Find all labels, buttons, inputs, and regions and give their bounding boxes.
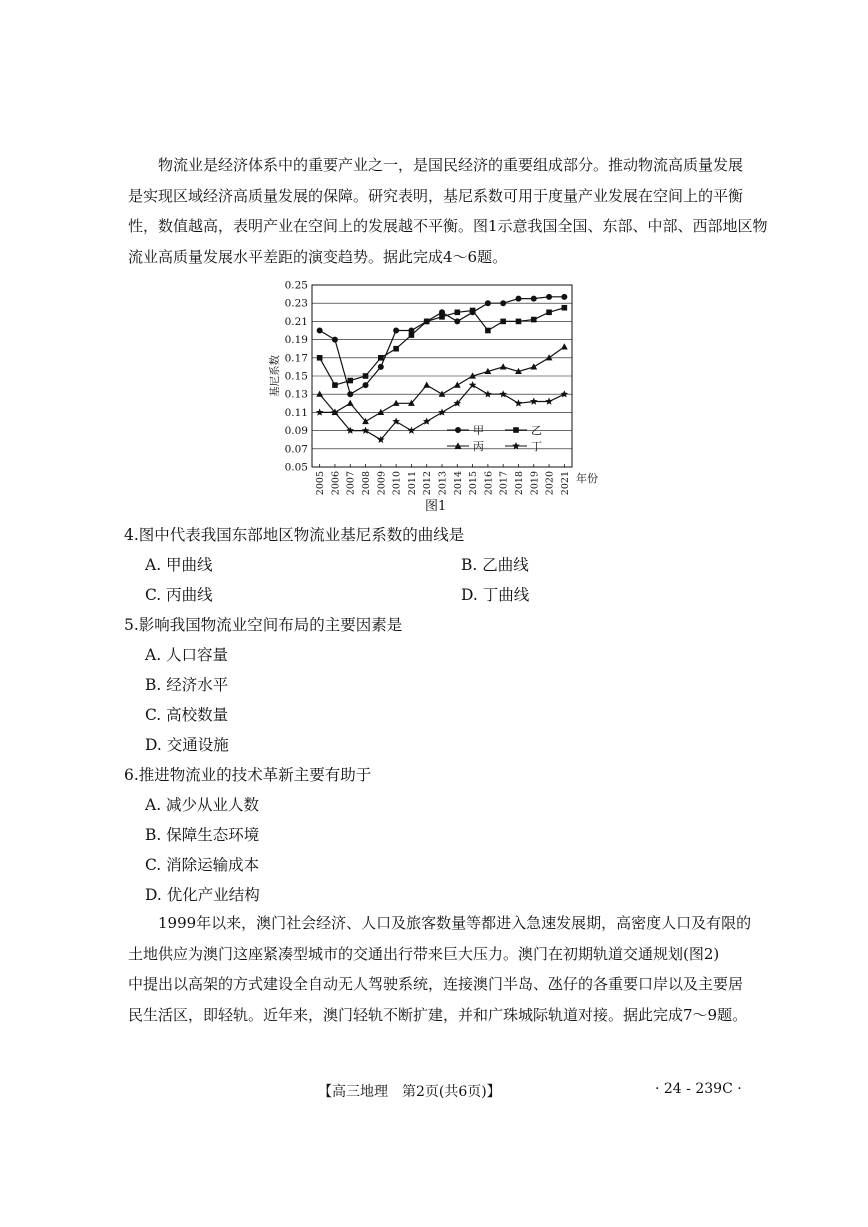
- page-footer-label: 【高三地理 第2页(共6页)】: [318, 1084, 501, 1100]
- data-point: [470, 308, 476, 314]
- data-point: [561, 343, 568, 349]
- data-point: [439, 391, 446, 397]
- data-point: [485, 328, 491, 334]
- data-point: [500, 300, 506, 306]
- x-tick-label: 2018: [513, 471, 525, 495]
- data-point: [347, 400, 354, 406]
- x-tick-label: 2017: [498, 471, 510, 495]
- data-point: [515, 399, 523, 406]
- data-point: [561, 390, 569, 397]
- data-point: [545, 397, 553, 404]
- x-tick-label: 2012: [422, 471, 434, 495]
- data-point: [378, 355, 384, 361]
- passage-line: 1999年以来，澳门社会经济、人口及旅客数量等都进入急速发展期，高密度人口及有限的: [158, 914, 752, 932]
- legend-marker: [455, 427, 461, 433]
- data-point: [561, 294, 567, 300]
- question-5-option-d[interactable]: D. 交通设施: [145, 736, 229, 754]
- data-point: [546, 354, 553, 360]
- data-point: [347, 391, 353, 397]
- data-point: [516, 319, 522, 325]
- data-point: [393, 328, 399, 334]
- data-point: [424, 319, 430, 325]
- data-point: [485, 300, 491, 306]
- data-point: [531, 317, 537, 323]
- data-point: [317, 355, 323, 361]
- passage-line: 中提出以高架的方式建设全自动无人驾驶系统，连接澳门半岛、氹仔的各重要口岸以及主要居: [128, 975, 744, 993]
- legend-marker: [512, 442, 520, 449]
- data-point: [530, 363, 537, 369]
- data-point: [515, 296, 521, 302]
- passage-line: 物流业是经济体系中的重要产业之一，是国民经济的重要组成部分。推动物流高质量发展: [158, 156, 744, 174]
- data-point: [408, 427, 416, 434]
- passage-line: 民生活区，即轻轨。近年来，澳门轻轨不断扩建，并和广珠城际轨道对接。据此完成7～9题。: [128, 1005, 748, 1024]
- data-point: [500, 319, 506, 325]
- y-tick-label: 0.21: [284, 315, 308, 328]
- x-tick-label: 2008: [361, 471, 373, 495]
- x-tick-label: 2019: [529, 471, 541, 495]
- data-point: [454, 310, 460, 316]
- y-tick-label: 0.17: [284, 352, 308, 365]
- question-4-option-b[interactable]: B. 乙曲线: [461, 556, 529, 574]
- data-point: [454, 382, 461, 388]
- data-point: [454, 318, 460, 324]
- x-tick-label: 2005: [315, 471, 327, 495]
- data-point: [316, 408, 324, 415]
- x-tick-label: 2009: [376, 471, 388, 495]
- data-point: [530, 397, 538, 404]
- data-point: [316, 391, 323, 397]
- data-point: [562, 305, 568, 311]
- gini-line-chart: [262, 280, 622, 495]
- x-tick-label: 2013: [437, 471, 449, 495]
- question-4-option-a[interactable]: A. 甲曲线: [145, 556, 213, 574]
- y-tick-label: 0.23: [284, 297, 308, 310]
- x-tick-label: 2007: [345, 471, 357, 495]
- y-tick-label: 0.15: [284, 370, 308, 383]
- question-6-option-a[interactable]: A. 减少从业人数: [145, 796, 260, 814]
- y-tick-label: 0.09: [284, 425, 308, 438]
- data-point: [363, 373, 369, 379]
- data-point: [332, 382, 338, 388]
- question-4-option-c[interactable]: C. 丙曲线: [145, 586, 213, 604]
- data-point: [531, 296, 537, 302]
- question-6-option-c[interactable]: C. 消除运输成本: [145, 856, 260, 874]
- data-point: [332, 337, 338, 343]
- data-point: [423, 382, 430, 388]
- passage-1: [128, 150, 768, 272]
- question-5-option-a[interactable]: A. 人口容量: [145, 646, 229, 664]
- y-axis-label: 基尼系数: [269, 355, 281, 397]
- y-tick-label: 0.13: [284, 388, 308, 401]
- passage-line: 是实现区域经济高质量发展的保障。研究表明，基尼系数可用于度量产业发展在空间上的平衡: [128, 186, 744, 205]
- x-tick-label: 2006: [330, 471, 342, 495]
- question-5-option-b[interactable]: B. 经济水平: [145, 676, 229, 694]
- question-6-option-b[interactable]: B. 保障生态环境: [145, 826, 260, 844]
- x-tick-label: 2010: [391, 471, 403, 495]
- passage-line: 流业高质量发展水平差距的演变趋势。据此完成4～6题。: [128, 247, 508, 266]
- y-tick-label: 0.11: [284, 406, 308, 419]
- page-footer-code: · 24 - 239C ·: [655, 1081, 742, 1097]
- x-tick-label: 2020: [544, 471, 556, 495]
- data-point: [378, 364, 384, 370]
- x-tick-label: 2016: [483, 471, 495, 495]
- x-tick-label: 2011: [406, 471, 418, 495]
- x-tick-label: 2021: [559, 471, 571, 495]
- data-point: [546, 294, 552, 300]
- y-tick-label: 0.25: [284, 280, 308, 292]
- data-point: [393, 346, 399, 352]
- legend-label: 丁: [531, 440, 542, 453]
- data-point: [377, 409, 384, 415]
- x-axis-label: 年份: [576, 472, 598, 485]
- legend-label: 丙: [473, 440, 484, 453]
- data-point: [546, 310, 552, 316]
- data-point: [500, 363, 507, 369]
- question-6-stem: 6.推进物流业的技术革新主要有助于: [124, 766, 372, 784]
- question-6-option-d[interactable]: D. 优化产业结构: [145, 886, 260, 904]
- question-5-stem: 5.影响我国物流业空间布局的主要因素是: [124, 616, 403, 634]
- data-point: [317, 328, 323, 334]
- question-4-option-d[interactable]: D. 丁曲线: [461, 586, 530, 604]
- data-point: [484, 390, 492, 397]
- legend-marker: [513, 427, 519, 433]
- question-4-stem: 4.图中代表我国东部地区物流业基尼系数的曲线是: [124, 526, 465, 544]
- y-tick-label: 0.19: [284, 334, 308, 347]
- question-5-option-c[interactable]: C. 高校数量: [145, 706, 229, 724]
- x-tick-label: 2015: [468, 471, 480, 495]
- legend-label: 甲: [473, 424, 484, 437]
- passage-2: [128, 908, 752, 1030]
- y-tick-label: 0.07: [284, 443, 308, 456]
- data-point: [409, 332, 415, 338]
- x-tick-label: 2014: [452, 471, 464, 495]
- data-point: [363, 382, 369, 388]
- passage-line: 土地供应为澳门这座紧凑型城市的交通出行带来巨大压力。澳门在初期轨道交通规划(图2): [128, 944, 720, 963]
- data-point: [439, 314, 445, 320]
- y-tick-label: 0.05: [284, 461, 308, 474]
- figure-caption: 图1: [425, 499, 447, 514]
- data-point: [347, 378, 353, 384]
- legend-label: 乙: [531, 424, 542, 437]
- passage-line: 性，数值越高，表明产业在空间上的发展越不平衡。图1示意我国全国、东部、中部、西部地区物: [128, 217, 768, 235]
